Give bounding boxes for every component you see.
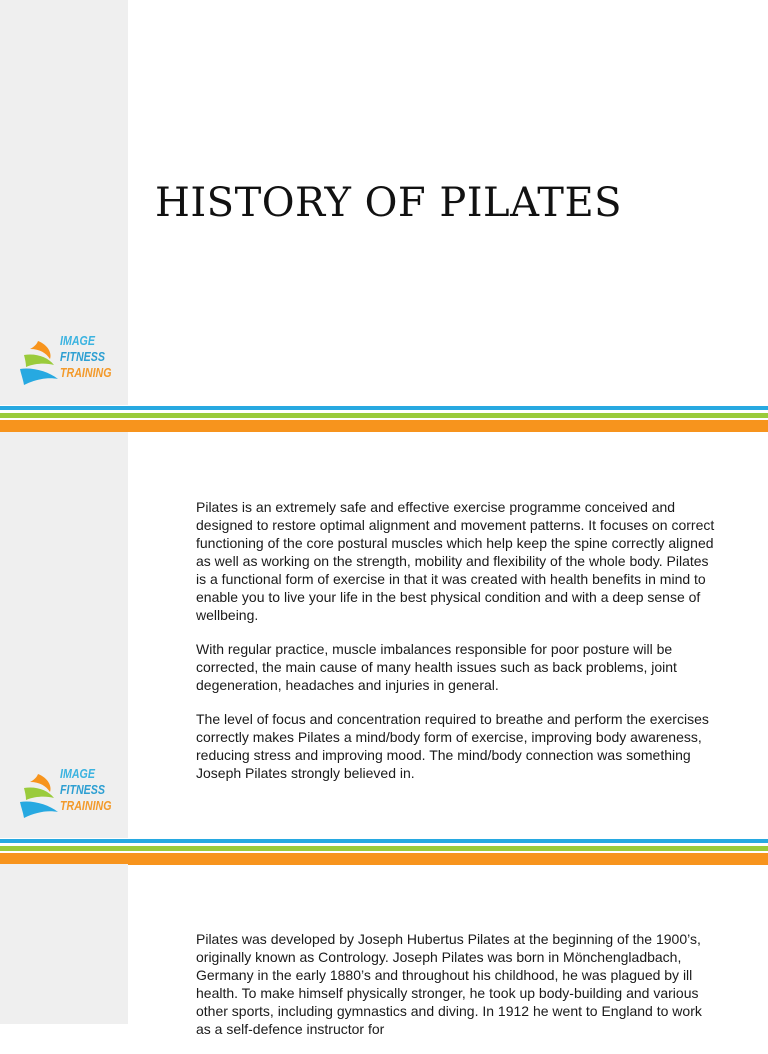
sidebar-panel: [0, 864, 128, 1024]
divider-stripes: [0, 406, 768, 432]
logo-wordmark: IMAGE FITNESS TRAINING: [60, 766, 112, 813]
brand-logo: [18, 766, 118, 822]
logo-wordmark: IMAGE FITNESS TRAINING: [60, 333, 112, 380]
brand-logo: [18, 333, 118, 389]
divider-stripes: [0, 839, 768, 865]
logo-swoosh-icon: [18, 772, 62, 822]
slide-intro: [0, 432, 768, 838]
paragraph: Pilates was developed by Joseph Hubertus Pilates at the beginning of the 1900’s, originally known as Contrology. Joseph Pilates was born in Mönchengladbach, Germany in the early 1880’s and throughout his childhood, he was plagued by ill health. To make himself physically stronger, he took up body-building and various other sports, including gymnastics and diving. In 1912 he went to England to work as a self-defence instructor for: [196, 931, 702, 1037]
paragraph: The level of focus and concentration required to breathe and perform the exercises correctly makes Pilates a mind/body form of exercise, improving body awareness, reducing stress and improving mood. The mind/body connection was something Joseph Pilates strongly believed in.: [196, 711, 709, 781]
intro-text: [196, 498, 716, 798]
page-title: HISTORY OF PILATES: [155, 180, 623, 226]
paragraph: With regular practice, muscle imbalances responsible for poor posture will be corrected, the main cause of many health issues such as back problems, joint degeneration, headaches and injuries in general.: [196, 641, 677, 693]
slide-history: [0, 864, 768, 1037]
history-text: [196, 930, 716, 1054]
logo-swoosh-icon: [18, 339, 62, 389]
paragraph: Pilates is an extremely safe and effective exercise programme conceived and designed to restore optimal alignment and movement patterns. It focuses on correct functioning of the core postural muscles which help keep the spine correctly aligned as well as working on the strength, mobility and flexibility of the whole body. Pilates is a functional form of exercise in that it was created with health benefits in mind to enable you to live your life in the best physical condition and with a deep sense of wellbeing.: [196, 499, 715, 623]
slide-title: [0, 0, 768, 405]
